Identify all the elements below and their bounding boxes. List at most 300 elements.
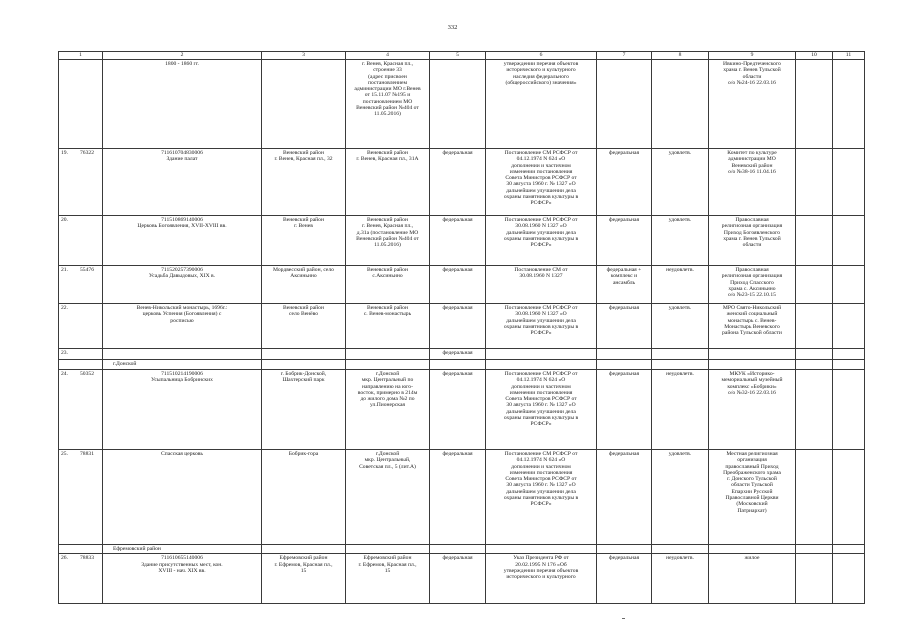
condition-cell (652, 60, 709, 149)
cell-text-line: изменении постановления (509, 168, 573, 175)
current-address-cell (346, 349, 430, 360)
owner-cell (709, 370, 796, 450)
object-type-cell (597, 266, 652, 304)
column-11-cell (833, 304, 865, 349)
cell-text-line: утверждении перечня объектов (503, 567, 579, 574)
column-10-cell (796, 554, 833, 604)
cell-text-line: федеральная (608, 150, 640, 156)
current-address-cell (346, 450, 430, 545)
historic-location-cell (262, 149, 346, 216)
cell-text-line: Веневский район (367, 267, 408, 273)
cell-text-line: г. Венев, Красная пл., (361, 223, 414, 230)
cell-text-line: федеральная (608, 305, 640, 311)
row-index: 19. (61, 150, 68, 156)
cell-text-line: федеральная (608, 451, 640, 457)
object-name-cell (103, 216, 262, 266)
section-header-cell (103, 360, 262, 370)
cell-text-line: мкр. Центральный, (364, 457, 411, 464)
cell-text-line: Усадьба Давыдовых, XIX в. (148, 273, 216, 280)
cell-text-line: охраны памятников культуры в (503, 194, 579, 201)
current-address-cell (346, 149, 430, 216)
cell-text-line: с.Аксиньино (372, 273, 403, 280)
table-row (59, 216, 865, 266)
cell-text-line: религиозная организация (721, 223, 783, 230)
cell-text-line: Постановление СМ РСФСР от (504, 150, 578, 156)
cell-text-line: Веневский район (367, 217, 408, 223)
cell-text-line: от 15.11.07 №195 и (364, 92, 411, 99)
cell-text-line: удовлетв. (668, 305, 692, 311)
cell-text-line: Веневский район (283, 305, 324, 311)
registry-code: 78833 (80, 555, 94, 562)
row-index: 20. (61, 217, 68, 223)
cell-text-line: г. Донского Тульской (727, 476, 777, 483)
row-index: 23. (61, 350, 68, 356)
cell-text-line: Епархии Русской (731, 488, 773, 495)
cell-text-line: 11.05.2016) (374, 111, 401, 118)
cell-text-line: Постановление СМ РСФСР от (504, 217, 578, 223)
row-number-cell (59, 60, 103, 149)
column-number-cell: 11 (833, 52, 865, 60)
cell-text-line: мкр. Центральный по (361, 377, 414, 384)
cell-text-line: 30.08.1960 N 1327 (519, 273, 563, 280)
cell-text-line: федеральная (608, 217, 640, 223)
column-number-cell: 3 (262, 52, 346, 60)
cell-text-line: религиозная организация (721, 273, 783, 280)
category-cell (430, 60, 486, 149)
cell-text-line: Православная (735, 267, 769, 273)
section-header-cell (103, 545, 262, 554)
cell-text-line: Советская пл., 5 (лит.А) (359, 463, 416, 470)
table-row (59, 349, 865, 360)
cell-text-line: Веневский район (367, 150, 408, 156)
section-title: Ефремовский район (113, 546, 161, 552)
cell-text-line: Шахтерский парк (282, 377, 325, 384)
owner-cell (709, 450, 796, 545)
cell-text-line: изменении постановления (509, 469, 573, 476)
column-10-cell (796, 60, 833, 149)
historic-location-cell (262, 370, 346, 450)
cell-text-line: Веневский район (367, 305, 408, 311)
cell-text-line: Совета Министров РСФСР от (505, 396, 577, 403)
cell-text-line: федеральная (442, 267, 473, 273)
column-11-cell (833, 60, 865, 149)
cell-text-line: дальнейшем улучшении дела (506, 317, 576, 324)
cell-text-line: 15 (384, 567, 391, 574)
cell-text-line: г. Венев, Красная пл., 32 (274, 156, 333, 163)
column-number-cell: 8 (652, 52, 709, 60)
protection-document-cell (486, 216, 597, 266)
category-cell (430, 266, 486, 304)
cell-text-line: монастырь с. Венев- (727, 317, 777, 324)
historic-location-cell (262, 304, 346, 349)
table-row (59, 149, 865, 216)
cell-text-line: Комитет по культуре (727, 150, 777, 156)
historic-location-cell (262, 216, 346, 266)
cell-text-line: православный Приход (725, 463, 779, 470)
object-type-cell (597, 554, 652, 604)
cell-text-line: администрации МО (728, 156, 776, 163)
historic-location-cell (262, 349, 346, 360)
empty-cell (652, 545, 709, 554)
cell-text-line: женский социальный (726, 311, 778, 318)
registry-code: 55476 (80, 267, 94, 273)
registry-code: 50352 (80, 371, 94, 377)
cell-text-line: село Венёво (288, 311, 319, 318)
cell-text-line: охраны памятников культуры в (503, 495, 579, 502)
cell-text-line: Усыпальница Бобринских (151, 377, 213, 384)
cell-text-line: о/о №38-16 11.04.16 (728, 168, 776, 175)
cell-text-line: г. Ефремов, Красная пл., (274, 561, 333, 568)
cell-text-line: РСФСР» (530, 200, 552, 207)
cell-text-line: дополнении и частичном (511, 162, 571, 169)
protection-document-cell (486, 370, 597, 450)
cell-text-line: Мордвесский район, село (273, 267, 334, 273)
empty-cell (796, 360, 833, 370)
section-row (59, 360, 865, 370)
cell-text-line: (Московский (736, 501, 768, 508)
object-type-cell (597, 450, 652, 545)
cell-text-line: Указ Президента РФ от (513, 555, 569, 562)
column-number-cell: 5 (430, 52, 486, 60)
cell-text-line: постановлением МО (362, 98, 413, 105)
cell-text-line: Приход Спасского (730, 279, 774, 286)
cell-text-line: Церковь Богоявления, XVII-XVIII вв. (137, 223, 227, 230)
column-number-cell: 9 (709, 52, 796, 60)
row-index: 21. (61, 267, 68, 273)
row-number-cell (59, 349, 103, 360)
cell-text-line: охраны памятников культуры в (503, 323, 579, 330)
condition-cell (652, 149, 709, 216)
column-number-row (59, 52, 865, 60)
cell-text-line: с. Венев-монастырь (363, 311, 412, 318)
column-number-cell: 10 (796, 52, 833, 60)
page-number: 332 (447, 24, 458, 31)
protection-document-cell (486, 554, 597, 604)
row-number-cell (59, 360, 103, 370)
current-address-cell (346, 304, 430, 349)
protection-document-cell (486, 349, 597, 360)
cell-text-line: дополнении и частичном (511, 463, 571, 470)
cell-text-line: Совета Министров РСФСР от (505, 175, 577, 182)
category-cell (430, 149, 486, 216)
object-type-cell (597, 349, 652, 360)
column-10-cell (796, 149, 833, 216)
cell-text-line: РСФСР» (530, 242, 552, 249)
cell-text-line: комплекс и (610, 273, 638, 280)
table-row (59, 370, 865, 450)
cell-text-line: утверждении перечня объектов (503, 61, 579, 67)
cell-text-line: федеральная (608, 555, 640, 562)
cell-text-line: ансамбль (612, 279, 636, 286)
cell-text-line: постановлением (367, 79, 408, 86)
cell-text-line: храма с. Аксиньино (728, 285, 776, 292)
cell-text-line: Ефремовский район (363, 555, 412, 562)
protection-document-cell (486, 149, 597, 216)
cell-text-line: неудовлетв. (666, 371, 694, 377)
cell-text-line: Веневский район (731, 162, 773, 169)
condition-cell (652, 216, 709, 266)
cell-text-line: дальнейшем улучшении дела (506, 229, 576, 236)
cell-text-line: 30 августа 1960 г. № 1327 «О (506, 402, 576, 409)
cell-text-line: г. Бобрик-Донской, (280, 371, 327, 377)
cell-text-line: 711510869140006 (161, 217, 203, 223)
protection-document-cell (486, 304, 597, 349)
current-address-cell (346, 370, 430, 450)
protection-document-cell (486, 266, 597, 304)
category-cell (430, 349, 486, 360)
cell-text-line: о/о №32-16 22.03.16 (728, 389, 776, 396)
cell-text-line: 1800 - 1860 гг. (165, 61, 199, 67)
cell-text-line: XVIII - нач. XIX вв. (158, 567, 206, 574)
protection-document-cell (486, 450, 597, 545)
cell-text-line: изменении постановления (509, 389, 573, 396)
registry-code: 78831 (80, 451, 94, 457)
category-cell (430, 304, 486, 349)
cell-text-line: удовлетв. (668, 217, 692, 223)
row-index: 26. (61, 555, 68, 562)
cell-text-line: г. Венев, Красная пл., (361, 61, 414, 67)
table-row (59, 450, 865, 545)
empty-cell (709, 545, 796, 554)
column-number-cell: 2 (103, 52, 262, 60)
cell-text-line: исторического и культурного (506, 574, 576, 581)
registry-code: 76322 (80, 150, 94, 156)
protection-document-cell (486, 60, 597, 149)
cell-text-line: Совета Министров РСФСР от (505, 476, 577, 483)
cell-text-line: жилое (744, 555, 760, 562)
cell-text-line: исторического и культурного (506, 67, 576, 74)
cell-text-line: 711520257390006 (161, 267, 203, 273)
cell-text-line: федеральная + (606, 267, 642, 273)
cell-text-line: (адрес присвоен (368, 73, 407, 80)
cell-text-line: о/о №24-16 22.03.16 (728, 79, 776, 86)
cell-text-line: федеральная (442, 451, 473, 457)
cell-text-line: Веневский район (283, 150, 324, 156)
table-row (59, 554, 865, 604)
cell-text-line: РСФСР» (530, 330, 552, 337)
empty-cell (833, 545, 865, 554)
object-type-cell (597, 60, 652, 149)
cell-text-line: администрации МО г.Венев (354, 86, 421, 93)
cell-text-line: области (742, 73, 762, 80)
section-title: г.Донской (113, 361, 137, 367)
cell-text-line: храма г. Венев Тульской (723, 235, 781, 242)
cell-text-line: 30 августа 1960 г. № 1327 «О (506, 181, 576, 188)
column-number-cell: 1 (59, 52, 103, 60)
column-11-cell (833, 216, 865, 266)
cell-text-line: 711610655140006 (161, 555, 203, 562)
historic-location-cell (262, 266, 346, 304)
owner-cell (709, 304, 796, 349)
cell-text-line: г. Венев (294, 223, 313, 230)
condition-cell (652, 370, 709, 450)
historic-location-cell (262, 554, 346, 604)
row-number-cell (59, 216, 103, 266)
cell-text-line: МРО Свято-Никольский (722, 305, 782, 311)
cell-text-line: федеральная (442, 150, 473, 156)
cell-text-line: МКУК «Историко- (729, 371, 775, 377)
object-type-cell (597, 149, 652, 216)
object-name-cell (103, 554, 262, 604)
condition-cell (652, 554, 709, 604)
condition-cell (652, 266, 709, 304)
row-number-cell (59, 149, 103, 216)
cell-text-line: наследия федерального (513, 73, 569, 80)
column-10-cell (796, 370, 833, 450)
row-index: 24. (61, 371, 68, 377)
cell-text-line: 20.02.1995 N 176 «Об (515, 561, 567, 568)
cell-text-line: комплекс «Бобрики» (727, 383, 777, 390)
empty-cell (262, 545, 346, 554)
cell-text-line: восток, примерно в 214м (357, 389, 418, 396)
cell-text-line: мемориальный музейный (721, 377, 783, 384)
cell-text-line: строение 33 (373, 67, 402, 74)
row-index: 25. (61, 451, 68, 457)
cell-text-line: РСФСР» (530, 421, 552, 428)
cell-text-line: федеральная (442, 350, 473, 356)
column-10-cell (796, 304, 833, 349)
cell-text-line: удовлетв. (668, 150, 692, 156)
historic-location-cell (262, 450, 346, 545)
owner-cell (709, 554, 796, 604)
cell-text-line: г.Донской (375, 451, 400, 457)
row-number-cell (59, 266, 103, 304)
cell-text-line: Преображенского храма (723, 469, 781, 476)
cell-text-line: Постановление СМ РСФСР от (504, 305, 578, 311)
cell-text-line: Аксиньино (290, 273, 317, 280)
current-address-cell (346, 60, 430, 149)
cell-text-line: Здание присутственных мест, кон. (141, 561, 223, 568)
cell-text-line: г. Ефремов, Красная пл., (358, 561, 417, 568)
cell-text-line: 711610704830006 (161, 150, 203, 156)
scan-mark (622, 618, 625, 619)
cell-text-line: д.31а (постановление МО (356, 229, 419, 236)
cell-text-line: росписью (170, 317, 194, 324)
heritage-register-table (58, 51, 865, 604)
cell-text-line: федеральная (442, 371, 473, 377)
cell-text-line: о/о №23-15 22.10.15 (728, 292, 776, 299)
cell-text-line: 30 августа 1960 г. № 1327 «О (506, 482, 576, 489)
category-cell (430, 554, 486, 604)
section-row (59, 545, 865, 554)
cell-text-line: федеральная (608, 371, 640, 377)
empty-cell (597, 360, 652, 370)
cell-text-line: Ефремовский район (279, 555, 328, 562)
object-name-cell (103, 304, 262, 349)
column-10-cell (796, 216, 833, 266)
cell-text-line: Постановление СМ от (514, 267, 568, 273)
cell-text-line: 15 (300, 567, 307, 574)
cell-text-line: охраны памятников культуры в (503, 235, 579, 242)
cell-text-line: 04.12.1974 N 624 «О (516, 377, 566, 384)
column-11-cell (833, 370, 865, 450)
cell-text-line: Здание палат (166, 156, 198, 163)
cell-text-line: Спасская церковь (161, 451, 203, 457)
empty-cell (486, 545, 597, 554)
column-11-cell (833, 450, 865, 545)
cell-text-line: охраны памятников культуры в (503, 415, 579, 422)
owner-cell (709, 266, 796, 304)
table-row (59, 266, 865, 304)
empty-cell (346, 360, 430, 370)
cell-text-line: 04.12.1974 N 624 «О (516, 457, 566, 464)
object-name-cell (103, 60, 262, 149)
current-address-cell (346, 554, 430, 604)
table-row (59, 60, 865, 149)
cell-text-line: Постановление СМ РСФСР от (504, 371, 578, 377)
owner-cell (709, 149, 796, 216)
object-type-cell (597, 370, 652, 450)
cell-text-line: удовлетв. (668, 451, 692, 457)
cell-text-line: РСФСР» (530, 501, 552, 508)
object-type-cell (597, 304, 652, 349)
condition-cell (652, 450, 709, 545)
cell-text-line: области (742, 242, 762, 249)
object-name-cell (103, 450, 262, 545)
column-number-cell: 6 (486, 52, 597, 60)
cell-text-line: 04.12.1974 N 624 «О (516, 156, 566, 163)
cell-text-line: Приход Богоявленского (723, 229, 781, 236)
object-name-cell (103, 149, 262, 216)
cell-text-line: дополнении и частичном (511, 383, 571, 390)
cell-text-line: Веневский район (283, 217, 324, 223)
cell-text-line: Местная религиозная (726, 451, 778, 457)
column-number-cell: 4 (346, 52, 430, 60)
category-cell (430, 450, 486, 545)
cell-text-line: федеральная (442, 555, 473, 562)
cell-text-line: Венев-Никольский монастырь, 1696г.: (136, 305, 228, 311)
condition-cell (652, 349, 709, 360)
column-10-cell (796, 349, 833, 360)
cell-text-line: Ивкино-Предтеченского (723, 61, 781, 67)
object-name-cell (103, 349, 262, 360)
empty-cell (833, 360, 865, 370)
empty-cell (709, 360, 796, 370)
row-number-cell (59, 545, 103, 554)
cell-text-line: г.Донской (375, 371, 400, 377)
cell-text-line: дальнейшем улучшении дела (506, 187, 576, 194)
table-row (59, 304, 865, 349)
category-cell (430, 216, 486, 266)
condition-cell (652, 304, 709, 349)
cell-text-line: церковь Успения (Богоявления) с (142, 311, 222, 318)
column-10-cell (796, 266, 833, 304)
cell-text-line: направлению на юго- (362, 383, 413, 390)
current-address-cell (346, 266, 430, 304)
row-number-cell (59, 450, 103, 545)
empty-cell (486, 360, 597, 370)
cell-text-line: Веневский район №404 от (356, 235, 419, 242)
category-cell (430, 370, 486, 450)
owner-cell (709, 60, 796, 149)
cell-text-line: Постановление СМ РСФСР от (504, 451, 578, 457)
cell-text-line: федеральная (442, 305, 473, 311)
column-11-cell (833, 149, 865, 216)
cell-text-line: Православная (735, 217, 769, 223)
empty-cell (430, 360, 486, 370)
cell-text-line: 11.05.2016) (374, 242, 401, 249)
row-number-cell (59, 554, 103, 604)
object-name-cell (103, 266, 262, 304)
historic-location-cell (262, 60, 346, 149)
empty-cell (597, 545, 652, 554)
row-number-cell (59, 370, 103, 450)
object-name-cell (103, 370, 262, 450)
cell-text-line: храма г. Венев Тульской (723, 67, 781, 74)
current-address-cell (346, 216, 430, 266)
row-index: 22. (61, 305, 68, 311)
owner-cell (709, 349, 796, 360)
